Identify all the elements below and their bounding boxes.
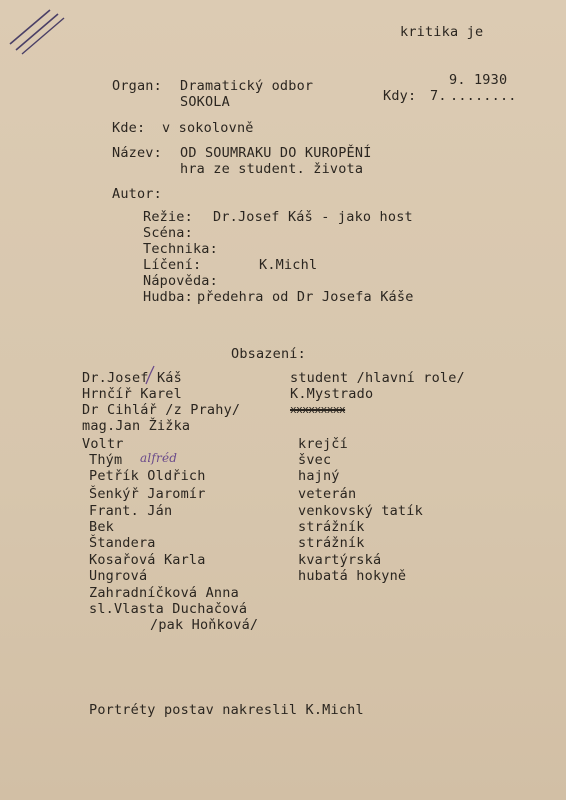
corner-note: kritika je <box>400 24 484 40</box>
cast-role: hajný <box>298 468 340 484</box>
footer-note: Portréty postav nakreslil K.Michl <box>89 702 364 718</box>
crew-value: předehra od Dr Josefa Káše <box>197 289 414 305</box>
cast-actor: Thým <box>89 452 123 468</box>
autor-label: Autor: <box>112 186 162 202</box>
kde-label: Kde: <box>112 120 146 136</box>
kdy-label: Kdy: <box>383 88 417 104</box>
cast-role: K.Mystrado <box>290 386 374 402</box>
nazev-label: Název: <box>112 145 162 161</box>
cast-role: švec <box>298 452 332 468</box>
cast-actor: Štandera <box>89 535 156 551</box>
handwritten-note: alfréd <box>140 451 178 465</box>
cast-role: student /hlavní role/ <box>290 370 465 386</box>
cast-actor: Zahradníčková Anna <box>89 585 239 601</box>
kdy-day: 7. <box>430 88 447 104</box>
crew-label: Hudba: <box>143 289 193 305</box>
kdy-date-top: 9. 1930 <box>449 72 508 88</box>
cast-heading: Obsazení: <box>231 346 306 362</box>
crew-value: Dr.Josef Káš - jako host <box>213 209 413 225</box>
cast-actor: Dr Cihlář /z Prahy/ <box>82 402 241 418</box>
cast-actor: Hrnčíř Karel <box>82 386 182 402</box>
crew-label: Líčení: <box>143 257 202 273</box>
crew-label: Režie: <box>143 209 193 225</box>
crew-label: Nápověda: <box>143 273 218 289</box>
crew-value: K.Michl <box>259 257 318 273</box>
cast-actor: Dr.Josef Káš <box>82 370 182 386</box>
cast-role: veterán <box>298 486 357 502</box>
cast-actor: Ungrová <box>89 568 148 584</box>
corner-hatch-marks <box>8 6 68 56</box>
cast-actor: Bek <box>89 519 114 535</box>
organ-line1: Dramatický odbor <box>180 78 314 94</box>
cast-actor: /pak Hoňková/ <box>150 617 259 633</box>
cast-role: strážník <box>298 535 365 551</box>
cast-actor: Petřík Oldřich <box>89 468 206 484</box>
cast-role: venkovský tatík <box>298 503 423 519</box>
kde-value: v sokolovně <box>162 120 254 136</box>
kdy-dots: ........ <box>450 88 517 104</box>
nazev-line1: OD SOUMRAKU DO KUROPĚNÍ <box>180 145 372 161</box>
cast-actor: Kosařová Karla <box>89 552 206 568</box>
cast-actor: Frant. Ján <box>89 503 173 519</box>
cast-role-crossed-out: xxxxxxxxx <box>290 403 346 416</box>
cast-role: hubatá hokyně <box>298 568 407 584</box>
cast-role: strážník <box>298 519 365 535</box>
crew-label: Scéna: <box>143 225 193 241</box>
handwritten-tick-mark <box>144 364 158 388</box>
organ-label: Organ: <box>112 78 162 94</box>
nazev-line2: hra ze student. života <box>180 161 364 177</box>
organ-line2: SOKOLA <box>180 94 230 110</box>
cast-actor: Šenkýř Jaromír <box>89 486 206 502</box>
crew-label: Technika: <box>143 241 218 257</box>
cast-actor: sl.Vlasta Duchačová <box>89 601 248 617</box>
cast-actor: mag.Jan Žižka <box>82 418 191 434</box>
cast-role: krejčí <box>298 436 348 452</box>
cast-actor: Voltr <box>82 436 124 452</box>
cast-role: kvartýrská <box>298 552 382 568</box>
